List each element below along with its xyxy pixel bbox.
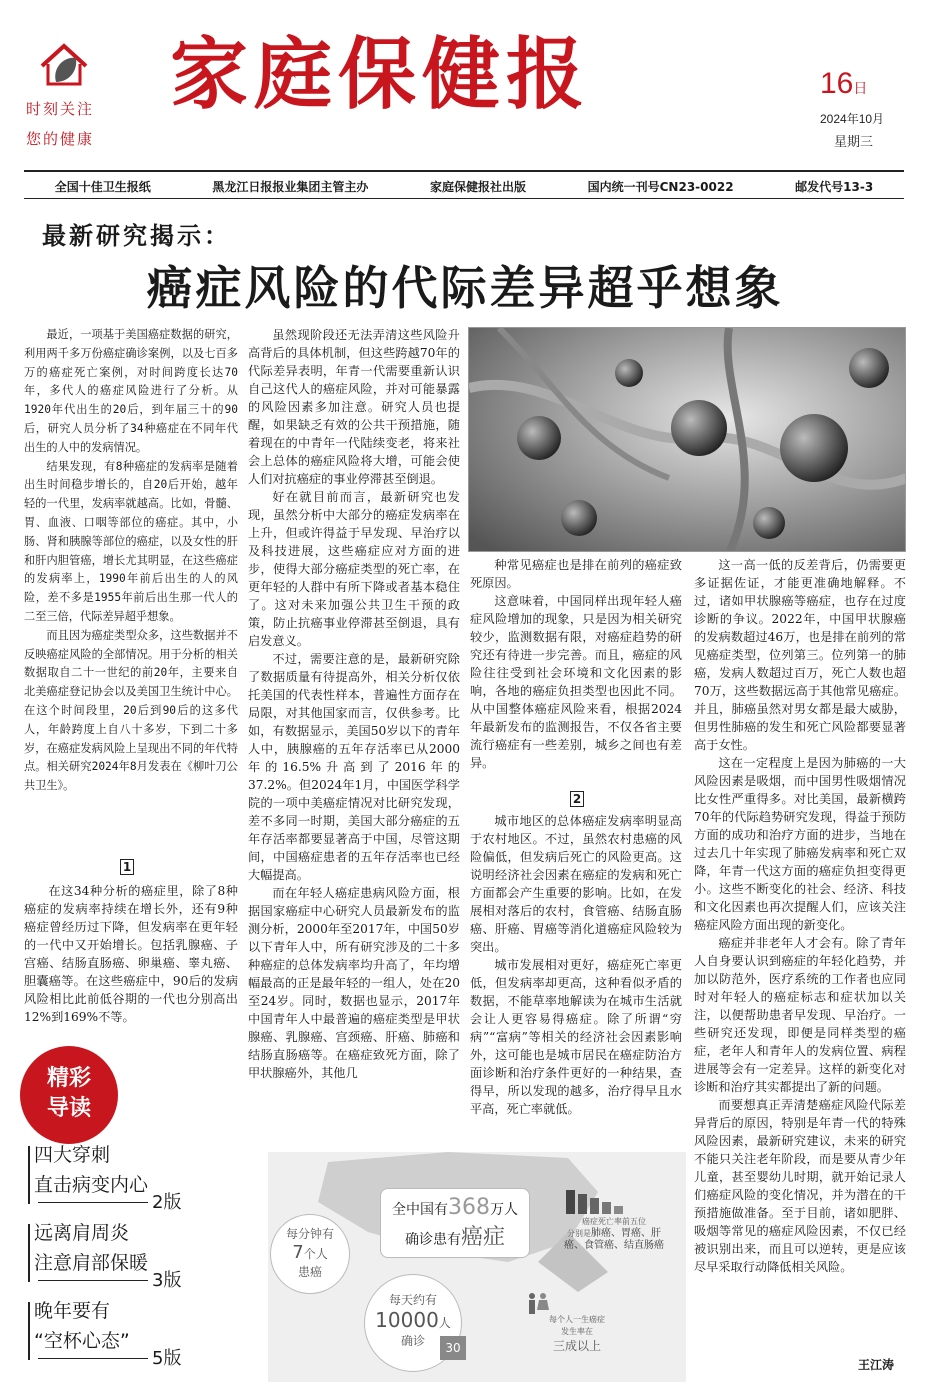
guide-bar [28, 1224, 30, 1282]
body-paragraph: 而在年轻人癌症患病风险方面，根据国家癌症中心研究人员最新发布的监测分析，2000年至2017年，中国50岁以下青年人中，所有研究涉及的二十多种癌症的总体发病率均升高了，年均增幅最高的正是最年轻的一组人，处在20至24岁。同时，数据也显示，2017年中国青年人中最普遍的癌症类型是甲状腺癌、乳腺癌、宫颈癌、肝癌、肺癌和结肠直肠癌等。在癌症致死方面，除了甲状腺癌外，其他几 [248, 886, 460, 1080]
slogan-line1: 时刻关注 [26, 100, 95, 118]
body-paragraph: 好在就目前而言，最新研究也发现，虽然分析中大部分的癌症发病率在上升，但或许得益于早发现、早治疗以及科技进展，这些癌症应对方面的进步，使得大部分癌症类型的死亡率，在更年轻的人群中有所下降或者基本稳住了。这对未来加强公共卫生干预的政策，防止抗癌事业停滞甚至倒退，具有启发意义。 [248, 490, 460, 648]
per-day-circle: 每天约有 10000人 确诊 [364, 1274, 462, 1372]
guide-item[interactable]: 远离肩周炎 注意肩部保暖 3版 [28, 1218, 198, 1290]
guide-page: 2版 [152, 1192, 182, 1213]
body-paragraph: 城市地区的总体癌症发病率明显高于农村地区。不过，虽然农村患癌的风险偏低，但发病后死亡的风险更高。这说明经济社会因素在癌症的发病和死亡方面都会产生重要的影响。比如，在发展相对落后的农村，食管癌、结肠直肠癌、肝癌、胃癌等消化道癌症风险较为突出。 [470, 814, 682, 954]
body-column-3 [470, 556, 682, 786]
house-leaf-logo-icon [38, 42, 90, 88]
info-item: 黑龙江日报报业集团主管主办 [212, 180, 369, 194]
body-paragraph: 癌症并非老年人才会有。除了青年人自身要认识到癌症的年轻化趋势，并加以防范外，医疗系统的工作者也应同时对年轻人的癌症标志和症状加以关注，以便帮助患者早发现、早治疗。一些研究还发现，即便是同样类型的癌症，老年人和青年人的发病位置、病程进展等会有一定差异。这样的新变化对诊断和治疗其实都提出了新的问题。 [694, 936, 906, 1094]
cancer-cell-photo [468, 327, 906, 552]
body-column-4 [694, 556, 906, 1372]
guide-item[interactable]: 四大穿刺 直击病变内心 2版 [28, 1140, 198, 1212]
slogan-line2: 您的健康 [26, 130, 95, 148]
guide-underline [38, 1202, 148, 1203]
guide-item[interactable]: 晚年要有 “空杯心态” 5版 [28, 1296, 198, 1368]
year-month: 2024年10月 [820, 112, 885, 126]
article-kicker: 最新研究揭示： [42, 222, 231, 250]
per-minute-circle: 每分钟有 7个人 患癌 [270, 1214, 350, 1294]
date-box [820, 68, 910, 150]
guide-badge: 精彩 导读 [20, 1046, 118, 1144]
body-paragraph: 而要想真正弄清楚癌症风险代际差异背后的原因，特别是年青一代的特殊风险因素，最新研究建议，未来的研究不能只关注老年阶段，而是要从青少年儿童，甚至婴幼儿时期，就开始记录人们癌症风险的变化情况，并为潜在的干预措施做准备。至于目前，诸如肥胖、吸烟等常见的癌症风险因素，不仅已经被识别出来，而且可以逆转，更是应该尽早采取行动降低相关风险。 [694, 1098, 906, 1274]
newspaper-title: 家庭保健报 [170, 29, 591, 120]
guide-bar [28, 1302, 30, 1360]
body-paragraph: 虽然现阶段还无法弄清这些风险升高背后的具体机制，但这些跨越70年的代际差异表明，年青一代需要重新认识自己这代人的癌症风险，并对可能暴露的风险因素多加注意。研究人员也提醒，如果缺乏有效的公共干预措施，随着现在的中青年一代陆续变老，将来社会上总体的癌症风险将大增，可能会使人们对抗癌症的事业停滞甚至倒退。 [248, 328, 460, 486]
weekday: 星期三 [834, 134, 874, 149]
lede-paragraph: 而且因为癌症类型众多，这些数据并不反映癌症风险的全部情况。用于分析的相关数据取自二十一世纪的前20年，主要来自北美癌症登记协会以及美国卫生统计中心。在这个时间段里，20后到90后的这多代人，年龄跨度上自八十多岁，下到二十多岁，在癌症发病风险上呈现出不同的年代特点。相关研究2024年8月发表在《柳叶刀公共卫生》。 [24, 628, 238, 793]
guide-underline [38, 1280, 148, 1281]
info-rule [24, 198, 904, 199]
body-paragraph: 这在一定程度上是因为肺癌的一大风险因素是吸烟，而中国男性吸烟情况比女性严重得多。对比美国，最新横跨70年的代际趋势研究发现，得益于预防方面的成功和治疗方面的进步，当地在过去几十年实现了肺癌发病率和死亡双降，年青一代这方面的癌症负担变得更小。这些不断变化的社会、经济、科技和文化因素也再次提醒人们，应该关注癌症风险方面出现的新变化。 [694, 756, 906, 932]
body-paragraph: 不过，需要注意的是，最新研究除了数据质量有待提高外，相关分析仅依托美国的代表性样本，普遍性方面存在局限，对其他国家而言，仅供参考。比如，有数据显示，美国50岁以下的青年人中，胰腺癌的五年存活率已从2000年的16.5%升高到了2016年的37.2%。但2024年1月，中国医学科学院的一项中美癌症情况对比研究发现，差不多同一时期，美国大部分癌症的五年存活率都要显著高于中国，尽管这期间，中国癌症患者的五年存活率也已经大幅提高。 [248, 652, 460, 882]
body-paragraph: 这一高一低的反差背后，仍需要更多证据佐证，才能更准确地解释。不过，诸如甲状腺癌等癌症，也存在过度诊断的争议。2022年，中国甲状腺癌的发病数超过46万，也是排在前列的常见癌症类型，位列第三。位列第一的肺癌，发病人数超过百万，死亡人数也超70万，这些数据远高于其他常见癌症。并且，肺癌虽然对男女都是最大威胁，但男性肺癌的发生和死亡风险都要显著高于女性。 [694, 558, 906, 752]
bar-icon [564, 1188, 628, 1214]
mortality-top5: 癌症死亡率前五位 分别是肺癌、胃癌、肝癌、食管癌、结直肠癌 [564, 1217, 664, 1251]
info-item: 国内统一刊号CN23-0022 [587, 180, 734, 194]
guide-underline [38, 1358, 148, 1359]
lede-column [24, 326, 238, 888]
lede-paragraph: 最近，一项基于美国癌症数据的研究，利用两千多万份癌症确诊案例，以及七百多万的癌症死亡案例，对时间跨度长达70年，多代人的癌症风险进行了分析。从1920年代出生的20后，到年届三十的90后，研究人员分析了34种癌症在不同年代出生的人中的发病情况。 [24, 328, 238, 454]
article-headline: 癌症风险的代际差异超乎想象 [146, 261, 784, 315]
lifetime-risk-text: 每个人一生癌症 发生率在 三成以上 [549, 1315, 605, 1353]
body-column-2 [248, 326, 460, 1150]
day-unit: 日 [853, 80, 868, 96]
info-bar [24, 178, 904, 195]
section2-column [470, 812, 682, 1148]
lede-paragraph: 结果发现，有8种癌症的发病率是随着出生时间稳步增长的，自20后开始，越年轻的一代里，发病率就越高。比如，骨髓、胃、血液、口咽等部位的癌症。其中，小肠、肾和胰腺等部位的癌症，以及女性的肝和肝内胆管癌，增长尤其明显，在这些癌症的发病率上，1990年前后出生的人的风险，差不多是1955年前后出生那一代人的二至三倍，代际差异超乎想象。 [24, 459, 238, 623]
people-icon [526, 1292, 550, 1316]
guide-page: 5版 [152, 1348, 182, 1369]
national-total-number: 368 [448, 1195, 490, 1220]
issue-day: 16 [820, 67, 854, 100]
body-paragraph: 在这34种分析的癌症里，除了8种癌症的发病率持续在增长外，还有9种癌症曾经历过下降，但发病率在更年轻的一代中又开始增长。包括乳腺癌、子宫癌、结肠直肠癌、卵巢癌、睾丸癌、胆囊癌等。在这些癌症中，90后的发病风险相比此前低谷期的一代也分别高出12%到169%不等。 [24, 884, 238, 1024]
section-number-2: 2 [570, 788, 584, 807]
guide-page: 3版 [152, 1270, 182, 1291]
author-byline: 王江涛 [858, 1358, 895, 1372]
cancer-statistics-infographic [268, 1152, 686, 1382]
body-paragraph: 城市发展相对更好，癌症死亡率更低，但发病率却更高，这种看似矛盾的数据，不能草率地解读为在城市生活就会让人更容易得癌症。除了所谓“穷病”“富病”等相关的经济社会因素影响外，这可能也是城市居民在癌症防治方面诊断和治疗条件更好的一种结果，查得早，所以发现的越多，治疗得早且水平高，死亡率就低。 [470, 958, 682, 1116]
info-item: 全国十佳卫生报纸 [54, 180, 151, 194]
national-total-box: 全中国有368万人 确诊患有癌症 [380, 1188, 530, 1258]
section1-column [24, 882, 238, 1032]
body-paragraph: 这意味着，中国同样出现年轻人癌症风险增加的现象，只是因为相关研究较少，监测数据有限，对癌症趋势的研究还有待进一步完善。而且，癌症的风险往往受到社会环境和文化因素的影响，各地的癌症负担类型也因此不同。从中国整体癌症风险来看，根据2024年最新发布的监测报告，不仅各省主要流行癌症有一些差别，城乡之间也有差异。 [470, 594, 682, 770]
body-paragraph: 种常见癌症也是排在前列的癌症致死原因。 [470, 558, 682, 590]
guide-bar [28, 1146, 30, 1204]
info-item: 邮发代号13-3 [795, 180, 874, 194]
masthead-rule [24, 170, 904, 172]
info-item: 家庭保健报社出版 [430, 180, 527, 194]
section-number-1: 1 [120, 856, 134, 875]
calendar-icon: 30 [440, 1336, 466, 1360]
